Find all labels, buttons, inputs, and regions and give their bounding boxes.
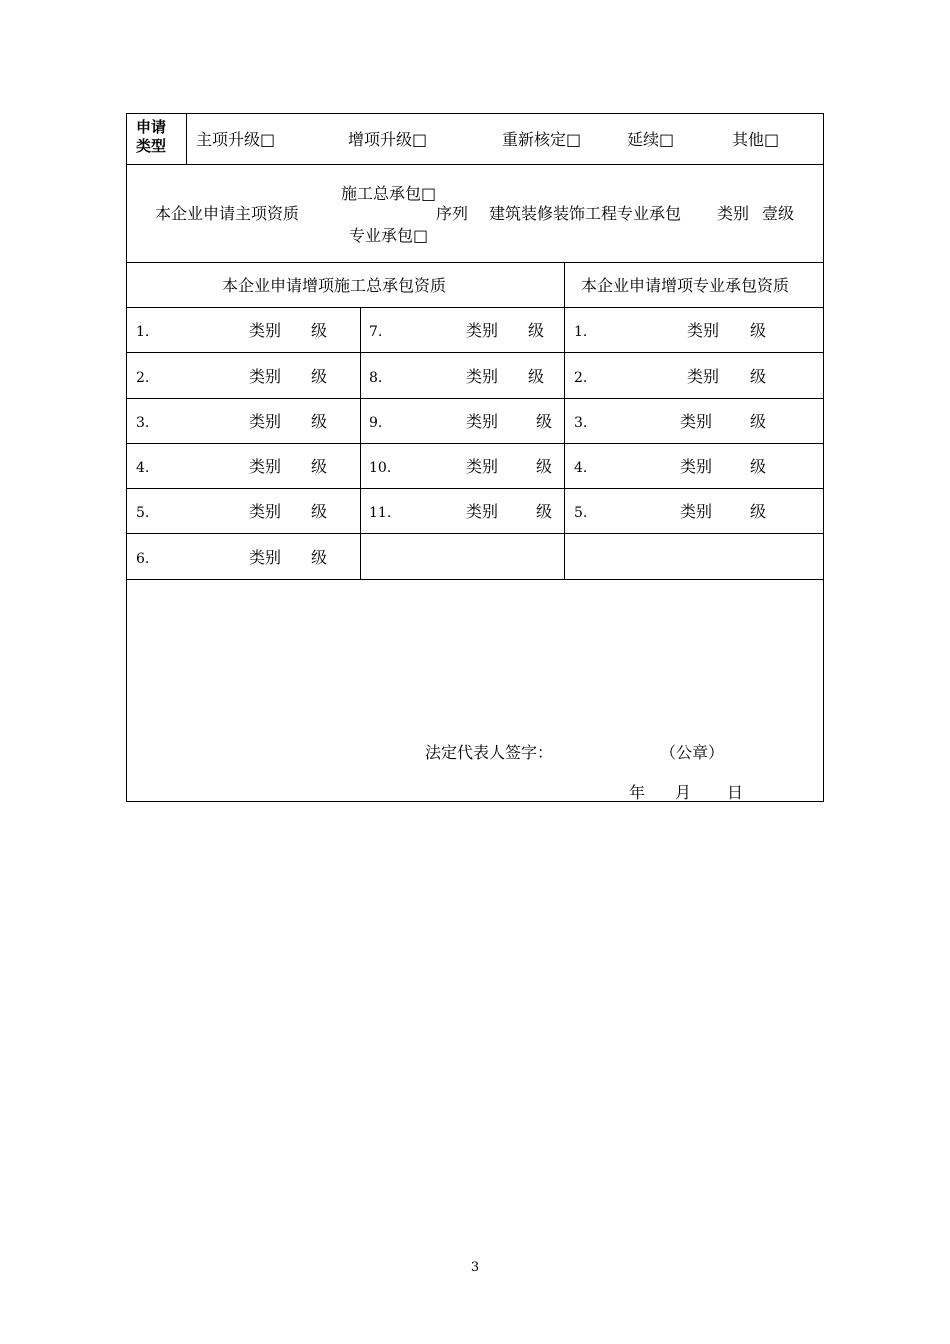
option-main-upgrade[interactable]: 主项升级□	[196, 130, 276, 149]
col3-index: 2.	[574, 370, 588, 386]
divider	[126, 533, 824, 534]
main-qual-prefix: 本企业申请主项资质	[155, 204, 300, 223]
col1-level: 级	[311, 367, 328, 386]
date-month: 月	[675, 783, 692, 802]
col3-category: 类别	[687, 321, 720, 340]
col2-category: 类别	[466, 321, 499, 340]
col2-level: 级	[536, 412, 553, 431]
col3-category: 类别	[680, 412, 713, 431]
divider	[186, 113, 187, 164]
option-renew[interactable]: 延续□	[627, 130, 675, 149]
col1-level: 级	[311, 412, 328, 431]
col3-level: 级	[750, 367, 767, 386]
divider	[126, 307, 824, 308]
col3-level: 级	[750, 412, 767, 431]
col2-index: 7.	[369, 324, 383, 340]
col1-category: 类别	[249, 412, 282, 431]
col3-index: 4.	[574, 460, 588, 476]
col2-level: 级	[536, 457, 553, 476]
seal-label: （公章）	[660, 743, 725, 762]
col1-index: 4.	[136, 460, 150, 476]
col2-category: 类别	[466, 502, 499, 521]
option-other[interactable]: 其他□	[732, 130, 780, 149]
option-general-contracting[interactable]: 施工总承包□	[341, 184, 437, 203]
sequence-label: 序列	[436, 204, 469, 223]
col3-category: 类别	[687, 367, 720, 386]
col2-category: 类别	[466, 457, 499, 476]
col3-level: 级	[750, 457, 767, 476]
divider	[126, 488, 824, 489]
col3-index: 3.	[574, 415, 588, 431]
type-label-line2: 类型	[136, 137, 167, 155]
col3-index: 1.	[574, 324, 588, 340]
col2-level: 级	[536, 502, 553, 521]
col1-category: 类别	[249, 321, 282, 340]
col2-level: 级	[528, 321, 545, 340]
col3-level: 级	[750, 502, 767, 521]
level-value: 壹级	[762, 204, 795, 223]
divider	[126, 398, 824, 399]
divider	[126, 262, 824, 263]
divider	[126, 164, 824, 165]
col1-category: 类别	[249, 548, 282, 567]
col1-index: 3.	[136, 415, 150, 431]
sequence-value: 建筑装修装饰工程专业承包	[489, 204, 682, 223]
divider	[126, 443, 824, 444]
header-general-additional: 本企业申请增项施工总承包资质	[222, 276, 447, 295]
col1-level: 级	[311, 321, 328, 340]
col2-index: 10.	[369, 460, 392, 476]
header-special-additional: 本企业申请增项专业承包资质	[581, 276, 790, 295]
col1-category: 类别	[249, 457, 282, 476]
col1-index: 5.	[136, 505, 150, 521]
col1-index: 6.	[136, 551, 150, 567]
date-day: 日	[727, 783, 744, 802]
col1-level: 级	[311, 502, 328, 521]
col2-level: 级	[528, 367, 545, 386]
col2-index: 8.	[369, 370, 383, 386]
signature-label: 法定代表人签字：	[425, 743, 554, 762]
category-label: 类别	[717, 204, 750, 223]
divider	[564, 262, 565, 579]
divider	[126, 352, 824, 353]
option-reassess[interactable]: 重新核定□	[502, 130, 582, 149]
type-label-line1: 申请	[136, 118, 167, 136]
option-add-upgrade[interactable]: 增项升级□	[348, 130, 428, 149]
col3-category: 类别	[680, 502, 713, 521]
col1-level: 级	[311, 457, 328, 476]
col1-index: 2.	[136, 370, 150, 386]
option-special-contracting[interactable]: 专业承包□	[349, 226, 429, 245]
col1-index: 1.	[136, 324, 150, 340]
date-year: 年	[629, 783, 646, 802]
divider	[126, 579, 824, 580]
col3-level: 级	[750, 321, 767, 340]
divider	[360, 307, 361, 579]
col3-category: 类别	[680, 457, 713, 476]
col2-index: 9.	[369, 415, 383, 431]
col1-category: 类别	[249, 502, 282, 521]
col3-index: 5.	[574, 505, 588, 521]
col2-category: 类别	[466, 367, 499, 386]
col1-category: 类别	[249, 367, 282, 386]
col2-category: 类别	[466, 412, 499, 431]
page-number: 3	[470, 1260, 480, 1275]
col1-level: 级	[311, 548, 328, 567]
col2-index: 11.	[369, 505, 392, 521]
